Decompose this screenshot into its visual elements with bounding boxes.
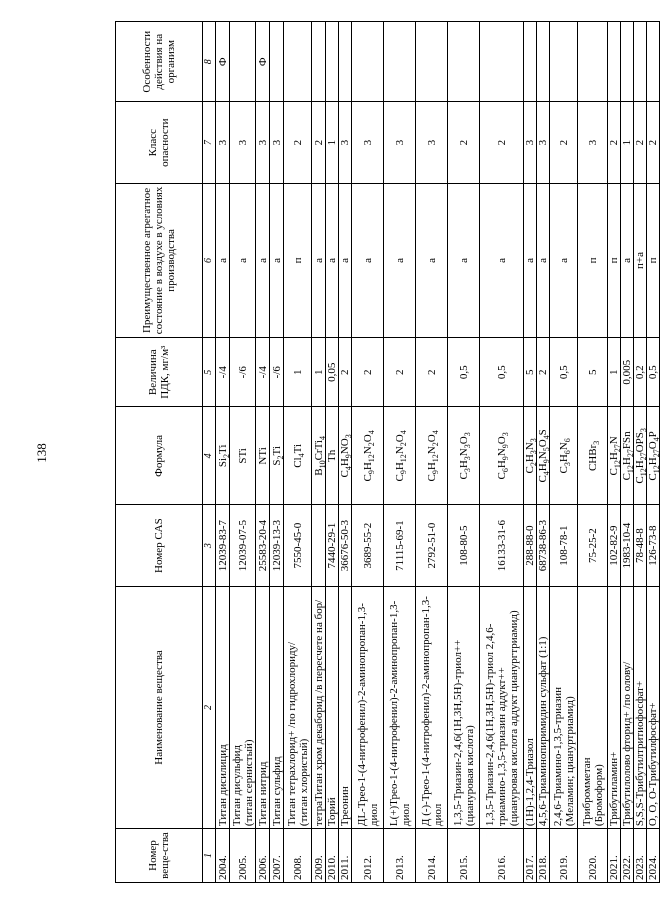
table-row — [384, 22, 416, 883]
substance-name-cell: тетраТитан хром декаборид /в пересчете на бор/ — [312, 586, 326, 828]
formula-cell: $C_{12}H_{27}FSn$ — [621, 407, 634, 505]
substance-number-cell: 2017. — [524, 829, 537, 883]
table-row — [270, 22, 284, 883]
header-cell: Преимущественное агрегатное состояние в воздухе в условиях производства — [116, 183, 203, 337]
cas-number-cell: 288-88-0 — [524, 505, 537, 586]
aggregate-state-cell: а — [621, 183, 634, 337]
pdk-value-cell: 0,2 — [634, 338, 647, 407]
hazard-class-cell: 2 — [284, 102, 312, 183]
aggregate-state-cell: а — [312, 183, 326, 337]
hazard-class-cell: 2 — [634, 102, 647, 183]
table-body — [216, 22, 660, 883]
hazard-class-cell: 3 — [256, 102, 270, 183]
pdk-value-cell: 5 — [578, 338, 608, 407]
column-index-row — [203, 22, 216, 883]
effect-feature-cell — [230, 22, 256, 102]
header-cell: Величина ПДК, мг/м³ — [116, 338, 203, 407]
effect-feature-cell — [647, 22, 660, 102]
formula-cell: $S_2Ti$ — [270, 407, 284, 505]
pdk-value-cell: 1 — [312, 338, 326, 407]
substance-number-cell: 2023. — [634, 829, 647, 883]
effect-feature-cell — [416, 22, 448, 102]
table-row — [480, 22, 524, 883]
cas-number-cell — [312, 505, 326, 586]
aggregate-state-cell: п — [608, 183, 621, 337]
column-index-cell: 7 — [203, 102, 216, 183]
pdk-value-cell: -/6 — [230, 338, 256, 407]
effect-feature-cell — [608, 22, 621, 102]
hazard-class-cell: 2 — [550, 102, 578, 183]
effect-feature-cell — [634, 22, 647, 102]
hazard-class-cell: 3 — [416, 102, 448, 183]
aggregate-state-cell: а — [230, 183, 256, 337]
pdk-value-cell: 1 — [284, 338, 312, 407]
table-row — [416, 22, 448, 883]
cas-number-cell: 71115-69-1 — [384, 505, 416, 586]
table-row — [578, 22, 608, 883]
substance-number-cell: 2022. — [621, 829, 634, 883]
table-row — [284, 22, 312, 883]
hazard-class-cell: 3 — [216, 102, 230, 183]
formula-cell: Th — [326, 407, 339, 505]
aggregate-state-cell: п — [578, 183, 608, 337]
effect-feature-cell — [524, 22, 537, 102]
substances-table — [115, 21, 660, 883]
substance-name-cell: S,S,S-Трибутилтритиофосфат+ — [634, 586, 647, 828]
table-row — [352, 22, 384, 883]
header-cell: Особенности действия на организм — [116, 22, 203, 102]
pdk-value-cell: 2 — [352, 338, 384, 407]
effect-feature-cell — [384, 22, 416, 102]
header-row — [116, 22, 203, 883]
table-row — [634, 22, 647, 883]
pdk-value-cell: 0,5 — [480, 338, 524, 407]
aggregate-state-cell: п — [284, 183, 312, 337]
aggregate-state-cell: а — [480, 183, 524, 337]
table-row — [448, 22, 480, 883]
formula-cell: $C_3H_6N_6$ — [550, 407, 578, 505]
formula-cell: $C_9H_{12}N_2O_4$ — [384, 407, 416, 505]
effect-feature-cell — [352, 22, 384, 102]
pdk-value-cell: 2 — [339, 338, 352, 407]
pdk-value-cell: 2 — [384, 338, 416, 407]
table-row — [312, 22, 326, 883]
substance-name-cell: Трибромметан (Бромоформ) — [578, 586, 608, 828]
effect-feature-cell — [621, 22, 634, 102]
cas-number-cell: 25583-20-4 — [256, 505, 270, 586]
formula-cell: $C_4H_9N_5O_4S$ — [537, 407, 550, 505]
header-cell: Номер CAS — [116, 505, 203, 586]
cas-number-cell: 12039-13-3 — [270, 505, 284, 586]
column-index-cell: 1 — [203, 829, 216, 883]
substance-number-cell: 2021. — [608, 829, 621, 883]
formula-cell: CHBr$_3$ — [578, 407, 608, 505]
aggregate-state-cell: а — [550, 183, 578, 337]
substance-name-cell: 1,3,5-Триазин-2,4,6(1H,3H,5H)-триол++ (циануровая кислота) — [448, 586, 480, 828]
substance-name-cell: O, O, O-Трибутилфосфат+ — [647, 586, 660, 828]
cas-number-cell: 7550-45-0 — [284, 505, 312, 586]
substance-number-cell: 2014. — [416, 829, 448, 883]
hazard-class-cell: 2 — [312, 102, 326, 183]
aggregate-state-cell: а — [416, 183, 448, 337]
formula-cell: NTi — [256, 407, 270, 505]
pdk-value-cell: 0,5 — [550, 338, 578, 407]
cas-number-cell: 68738-86-3 — [537, 505, 550, 586]
cas-number-cell: 12039-07-5 — [230, 505, 256, 586]
header-cell: Номер веще-ства — [116, 829, 203, 883]
cas-number-cell: 16133-31-6 — [480, 505, 524, 586]
hazard-class-cell: 3 — [270, 102, 284, 183]
aggregate-state-cell: п+а — [634, 183, 647, 337]
pdk-value-cell: 0,5 — [448, 338, 480, 407]
substance-number-cell: 2016. — [480, 829, 524, 883]
substance-number-cell: 2004. — [216, 829, 230, 883]
table-row — [537, 22, 550, 883]
substance-name-cell: Титан тетрахлорид+ /по гидрохлориду/ (титан хлористый) — [284, 586, 312, 828]
hazard-class-cell: 3 — [524, 102, 537, 183]
aggregate-state-cell: а — [270, 183, 284, 337]
substance-number-cell: 2008. — [284, 829, 312, 883]
pdk-value-cell: -/4 — [256, 338, 270, 407]
page-number: 138 — [34, 443, 49, 463]
aggregate-state-cell: а — [216, 183, 230, 337]
table-row — [339, 22, 352, 883]
aggregate-state-cell: а — [352, 183, 384, 337]
pdk-value-cell: 2 — [416, 338, 448, 407]
cas-number-cell: 3689-55-2 — [352, 505, 384, 586]
hazard-class-cell: 3 — [230, 102, 256, 183]
table-row — [621, 22, 634, 883]
pdk-value-cell: 5 — [524, 338, 537, 407]
hazard-class-cell: 2 — [647, 102, 660, 183]
cas-number-cell: 108-78-1 — [550, 505, 578, 586]
column-index-cell: 4 — [203, 407, 216, 505]
substance-name-cell: Трибутилолово фторид+ /по олову/ — [621, 586, 634, 828]
substance-number-cell: 2013. — [384, 829, 416, 883]
substance-name-cell: ДL-Трео-1-(4-нитрофенил)-2-аминопропан-1,3-диол — [352, 586, 384, 828]
cas-number-cell: 12039-83-7 — [216, 505, 230, 586]
hazard-class-cell: 3 — [352, 102, 384, 183]
effect-feature-cell — [284, 22, 312, 102]
substance-name-cell: Д (-)-Трео-1-(4-нитрофенил)-2-аминопропан-1,3-диол — [416, 586, 448, 828]
substance-name-cell: Титан нитрид — [256, 586, 270, 828]
substance-name-cell: L(+)Трео-1-(4-нитрофенил)-2-аминопропан-1,3-диол — [384, 586, 416, 828]
pdk-value-cell: -/6 — [270, 338, 284, 407]
pdk-value-cell: -/4 — [216, 338, 230, 407]
substance-name-cell: 1,3,5-Триазин-2,4,6(1H,3H,5H)-триол 2,4,6-триамино-1,3,5-триазин аддукт++ (циануровая кислота аддукт цианургтриамид) — [480, 586, 524, 828]
pdk-value-cell: 1 — [608, 338, 621, 407]
formula-cell: $Si_2Ti$ — [216, 407, 230, 505]
cas-number-cell: 126-73-8 — [647, 505, 660, 586]
substance-name-cell: Титан дисульфид (титан сернистый) — [230, 586, 256, 828]
hazard-class-cell: 2 — [448, 102, 480, 183]
table-row — [524, 22, 537, 883]
aggregate-state-cell: а — [448, 183, 480, 337]
substance-number-cell: 2006. — [256, 829, 270, 883]
effect-feature-cell — [537, 22, 550, 102]
pdk-value-cell: 2 — [537, 338, 550, 407]
effect-feature-cell: Ф — [216, 22, 230, 102]
table-row — [326, 22, 339, 883]
hazard-class-cell: 3 — [578, 102, 608, 183]
effect-feature-cell — [448, 22, 480, 102]
cas-number-cell: 2792-51-0 — [416, 505, 448, 586]
aggregate-state-cell: а — [256, 183, 270, 337]
substance-number-cell: 2011. — [339, 829, 352, 883]
pdk-value-cell: 0,5 — [647, 338, 660, 407]
substance-name-cell: Торий — [326, 586, 339, 828]
effect-feature-cell — [550, 22, 578, 102]
formula-cell: $C_9H_{12}N_2O_4$ — [416, 407, 448, 505]
column-index-cell: 5 — [203, 338, 216, 407]
hazard-class-cell: 3 — [339, 102, 352, 183]
substance-name-cell: (1H)-1,2,4-Триазол — [524, 586, 537, 828]
cas-number-cell: 102-82-9 — [608, 505, 621, 586]
hazard-class-cell: 3 — [384, 102, 416, 183]
header-cell: Класс опасности — [116, 102, 203, 183]
header-cell: Наименование вещества — [116, 586, 203, 828]
substance-name-cell: Титан сульфид — [270, 586, 284, 828]
formula-cell: $C_2H_3N_3$ — [524, 407, 537, 505]
aggregate-state-cell: п — [647, 183, 660, 337]
substance-number-cell: 2010. — [326, 829, 339, 883]
hazard-class-cell: 1 — [621, 102, 634, 183]
substance-name-cell: Трибутиламин+ — [608, 586, 621, 828]
table-row — [550, 22, 578, 883]
formula-cell: $C_{12}H_{27}N$ — [608, 407, 621, 505]
effect-feature-cell — [578, 22, 608, 102]
substance-number-cell: 2005. — [230, 829, 256, 883]
substance-number-cell: 2007. — [270, 829, 284, 883]
effect-feature-cell — [270, 22, 284, 102]
substance-name-cell: 4,5,6-Триаминопиримидин сульфат (1:1) — [537, 586, 550, 828]
pdk-value-cell: 0,005 — [621, 338, 634, 407]
formula-cell: $C_3H_3N_3O_3$ — [448, 407, 480, 505]
effect-feature-cell — [326, 22, 339, 102]
formula-cell: $B_{10}CrTi_4$ — [312, 407, 326, 505]
substance-number-cell: 2012. — [352, 829, 384, 883]
cas-number-cell: 108-80-5 — [448, 505, 480, 586]
formula-cell: $C_{12}H_{27}O_4P$ — [647, 407, 660, 505]
table-row — [608, 22, 621, 883]
aggregate-state-cell: а — [537, 183, 550, 337]
substance-name-cell: 2,4,6-Триамино-1,3,5-триазин (Меламин; циануртриамид) — [550, 586, 578, 828]
table-row — [256, 22, 270, 883]
rotated-table-container — [115, 21, 661, 883]
cas-number-cell: 78-48-8 — [634, 505, 647, 586]
substance-number-cell: 2015. — [448, 829, 480, 883]
substance-name-cell: Титан дисилицид — [216, 586, 230, 828]
header-cell: Формула — [116, 407, 203, 505]
substance-number-cell: 2024. — [647, 829, 660, 883]
hazard-class-cell: 2 — [608, 102, 621, 183]
hazard-class-cell: 1 — [326, 102, 339, 183]
cas-number-cell: 75-25-2 — [578, 505, 608, 586]
aggregate-state-cell: а — [326, 183, 339, 337]
aggregate-state-cell: а — [339, 183, 352, 337]
substance-number-cell: 2020. — [578, 829, 608, 883]
table-row — [230, 22, 256, 883]
substance-number-cell: 2009. — [312, 829, 326, 883]
column-index-cell: 3 — [203, 505, 216, 586]
hazard-class-cell: 2 — [480, 102, 524, 183]
substance-name-cell: Треонин — [339, 586, 352, 828]
effect-feature-cell: Ф — [256, 22, 270, 102]
formula-cell: $Cl_4Ti$ — [284, 407, 312, 505]
formula-cell: $C_9H_{12}N_2O_4$ — [352, 407, 384, 505]
formula-cell: $C_4H_9NO_3$ — [339, 407, 352, 505]
substance-number-cell: 2019. — [550, 829, 578, 883]
formula-cell: $C_6H_9N_9O_3$ — [480, 407, 524, 505]
substance-number-cell: 2018. — [537, 829, 550, 883]
cas-number-cell: 1983-10-4 — [621, 505, 634, 586]
formula-cell: $C_{12}H_{27}OPS_3$ — [634, 407, 647, 505]
table-row — [647, 22, 660, 883]
aggregate-state-cell: а — [524, 183, 537, 337]
column-index-cell: 2 — [203, 586, 216, 828]
effect-feature-cell — [339, 22, 352, 102]
column-index-cell: 6 — [203, 183, 216, 337]
pdk-value-cell: 0,05 — [326, 338, 339, 407]
cas-number-cell: 7440-29-1 — [326, 505, 339, 586]
table-row — [216, 22, 230, 883]
hazard-class-cell: 3 — [537, 102, 550, 183]
column-index-cell: 8 — [203, 22, 216, 102]
formula-cell: STi — [230, 407, 256, 505]
effect-feature-cell — [480, 22, 524, 102]
cas-number-cell: 36676-50-3 — [339, 505, 352, 586]
aggregate-state-cell: а — [384, 183, 416, 337]
effect-feature-cell — [312, 22, 326, 102]
